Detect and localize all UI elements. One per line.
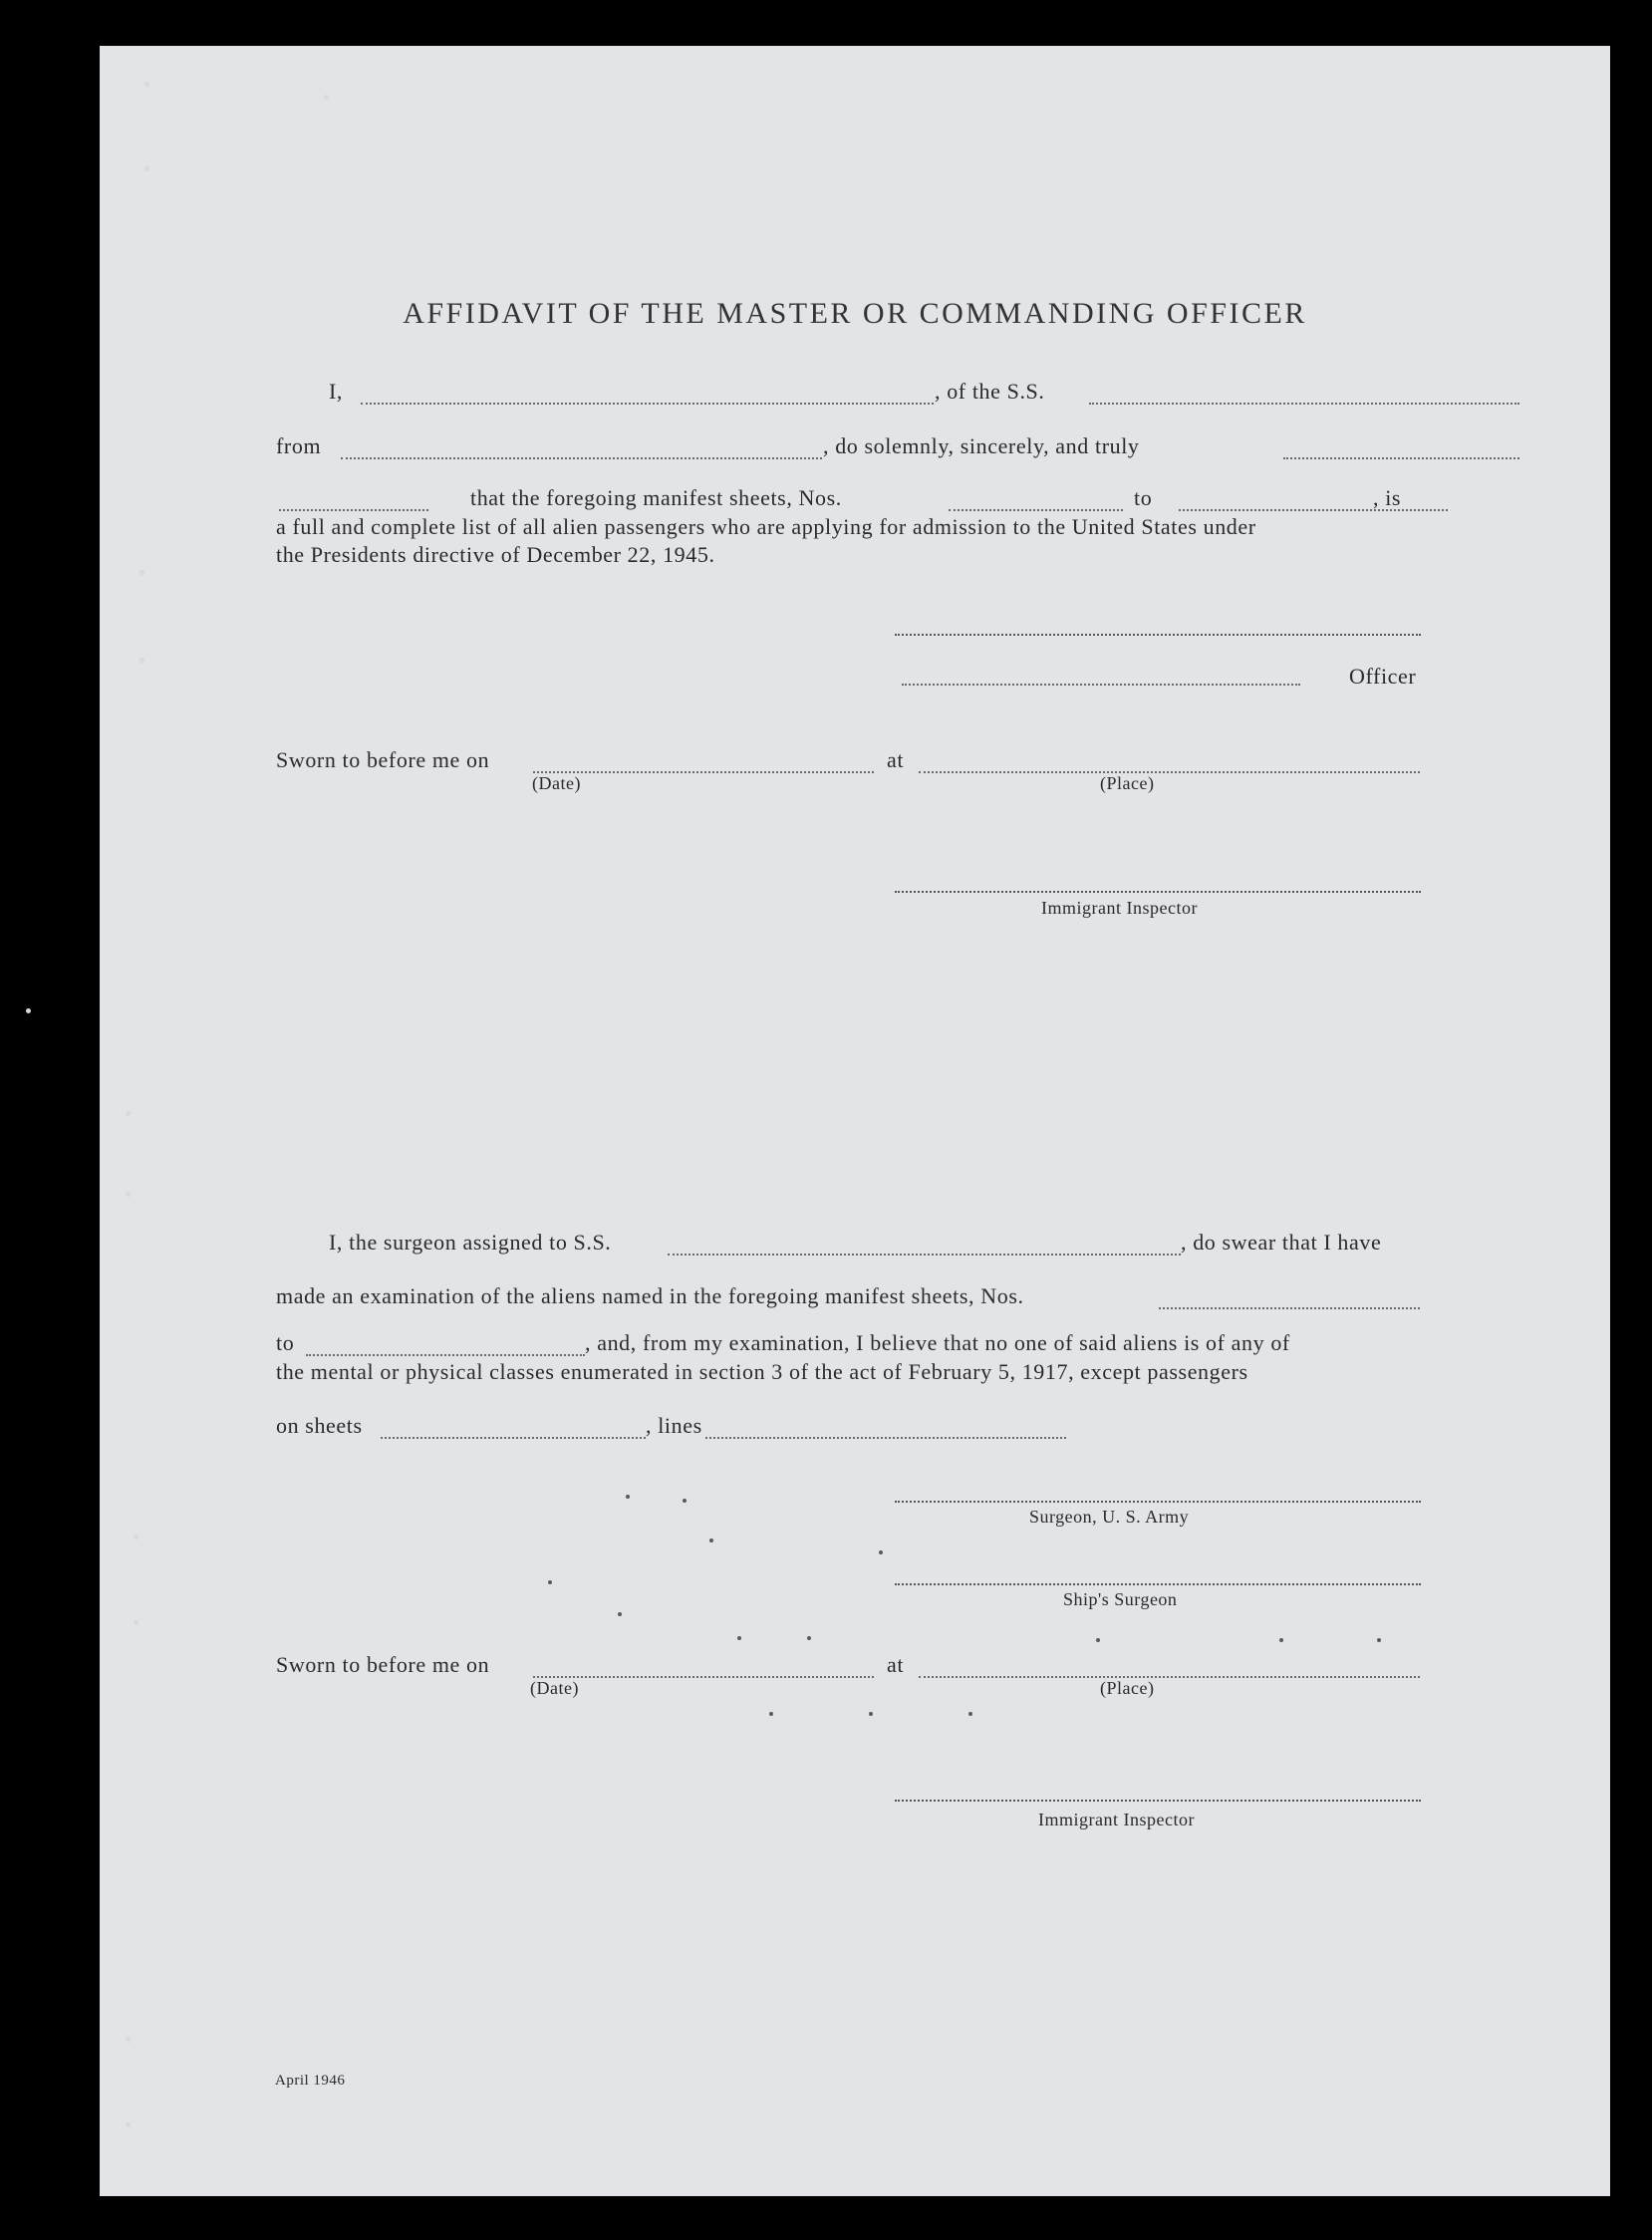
surgeon-line1-b: , do swear that I have — [1181, 1230, 1382, 1255]
surgeon-line4: the mental or physical classes enumerated in section 3 of the act of February 5, 1917, except passengers — [276, 1359, 1248, 1384]
master-sworn-label: Sworn to before me on — [276, 747, 490, 772]
army-surgeon-label: Surgeon, U. S. Army — [1029, 1507, 1190, 1527]
officer-label: Officer — [1349, 664, 1417, 689]
scan-speck — [879, 1550, 883, 1554]
footer-date: April 1946 — [275, 2073, 346, 2089]
master-line5: the Presidents directive of December 22, 1945. — [276, 542, 715, 567]
master-line4: a full and complete list of all alien passengers who are applying for admission to the United States under — [276, 514, 1256, 539]
scan-speck — [626, 1495, 630, 1499]
master-sheets-from-field[interactable] — [949, 509, 1123, 511]
surgeon-place-caption: (Place) — [1100, 1678, 1155, 1698]
scan-speck — [1279, 1638, 1283, 1642]
master-inspector-label: Immigrant Inspector — [1041, 898, 1198, 918]
scan-speck — [968, 1712, 972, 1716]
scan-speck — [618, 1612, 622, 1616]
master-line2-from: from — [276, 433, 322, 458]
margin-speck — [144, 166, 149, 171]
scan-speck — [1377, 1638, 1381, 1642]
margin-speck — [126, 1111, 131, 1116]
surgeon-sworn-at: at — [887, 1652, 905, 1677]
master-line1-ss: , of the S.S. — [935, 379, 1045, 404]
master-name-field[interactable] — [361, 403, 934, 405]
surgeon-inspector-label: Immigrant Inspector — [1038, 1810, 1195, 1829]
scan-speck — [548, 1580, 552, 1584]
affidavit-page — [100, 46, 1610, 2196]
master-ship-field[interactable] — [1089, 403, 1519, 405]
margin-speck — [144, 82, 149, 87]
surgeon-sworn-place-field[interactable] — [919, 1676, 1420, 1678]
surgeon-line1-a: I, the surgeon assigned to S.S. — [329, 1230, 612, 1255]
margin-speck — [126, 2037, 131, 2042]
surgeon-sheets-from-field[interactable] — [1159, 1307, 1420, 1309]
scan-speck — [1096, 1638, 1100, 1642]
master-line3-text: that the foregoing manifest sheets, Nos. — [470, 485, 842, 510]
surgeon-line5-sheets: on sheets — [276, 1413, 363, 1438]
page-title: AFFIDAVIT OF THE MASTER OR COMMANDING OFFICER — [403, 297, 1307, 330]
officer-title-line[interactable] — [902, 684, 1300, 686]
surgeon-except-sheets-field[interactable] — [381, 1437, 646, 1439]
ship-surgeon-signature-line[interactable] — [895, 1583, 1421, 1585]
master-sheets-to-field[interactable] — [1179, 509, 1448, 511]
master-port-field[interactable] — [341, 457, 822, 459]
margin-speck — [26, 1008, 31, 1013]
surgeon-inspector-signature-line[interactable] — [895, 1800, 1421, 1802]
scan-speck — [807, 1636, 811, 1640]
surgeon-except-lines-field[interactable] — [705, 1437, 1066, 1439]
surgeon-line3-rest: , and, from my examination, I believe that no one of said aliens is of any of — [585, 1330, 1290, 1355]
margin-speck — [126, 2122, 131, 2127]
margin-speck — [139, 570, 144, 575]
margin-speck — [126, 1192, 131, 1197]
master-inspector-signature-line[interactable] — [895, 891, 1421, 893]
master-affirm-field-cont[interactable] — [279, 509, 428, 511]
master-affirm-field[interactable] — [1283, 457, 1519, 459]
margin-speck — [134, 1535, 138, 1540]
scan-speck — [869, 1712, 873, 1716]
surgeon-ship-field[interactable] — [668, 1254, 1181, 1256]
master-sworn-at: at — [887, 747, 905, 772]
surgeon-date-caption: (Date) — [530, 1678, 579, 1698]
master-date-caption: (Date) — [532, 773, 581, 793]
master-line3-is: , is — [1373, 485, 1402, 510]
master-line1-i: I, — [329, 379, 344, 404]
scan-speck — [737, 1636, 741, 1640]
surgeon-line5-lines: , lines — [646, 1413, 702, 1438]
army-surgeon-signature-line[interactable] — [895, 1501, 1421, 1503]
master-sworn-place-field[interactable] — [919, 771, 1420, 773]
surgeon-sworn-date-field[interactable] — [533, 1676, 874, 1678]
margin-speck — [139, 658, 144, 663]
ship-surgeon-label: Ship's Surgeon — [1063, 1589, 1178, 1609]
master-line2-swear: , do solemnly, sincerely, and truly — [823, 433, 1140, 458]
scan-speck — [683, 1499, 687, 1503]
surgeon-sheets-to-field[interactable] — [306, 1354, 585, 1356]
master-sworn-date-field[interactable] — [533, 771, 874, 773]
scan-speck — [709, 1539, 713, 1542]
margin-speck — [324, 95, 329, 100]
margin-speck — [134, 1620, 138, 1625]
surgeon-line2: made an examination of the aliens named in the foregoing manifest sheets, Nos. — [276, 1283, 1024, 1308]
scan-speck — [769, 1712, 773, 1716]
master-line3-to: to — [1134, 485, 1153, 510]
surgeon-line3-to: to — [276, 1330, 295, 1355]
master-place-caption: (Place) — [1100, 773, 1155, 793]
master-signature-line[interactable] — [895, 634, 1421, 636]
surgeon-sworn-label: Sworn to before me on — [276, 1652, 490, 1677]
